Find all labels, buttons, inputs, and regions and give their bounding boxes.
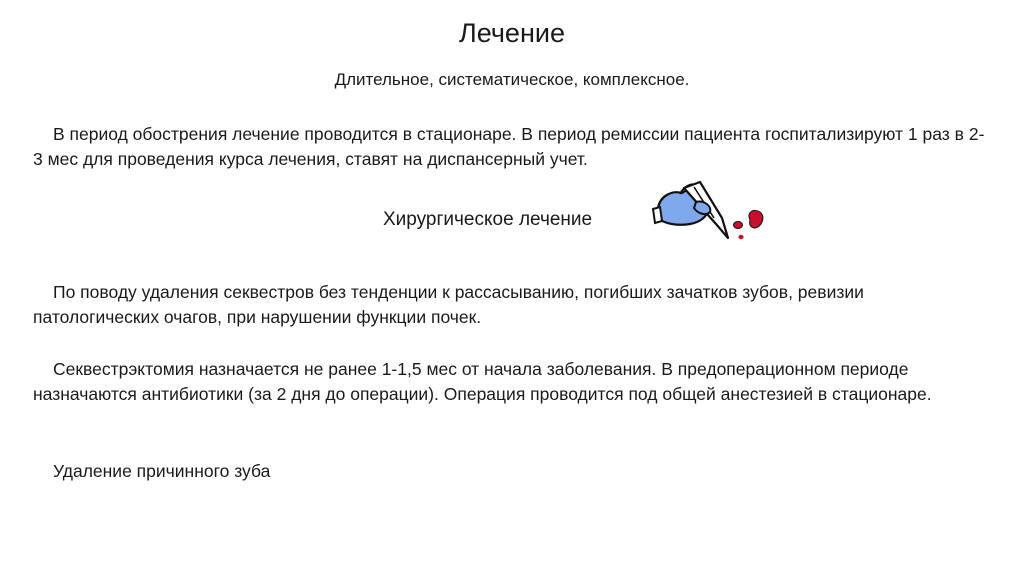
blood-drop-tiny [738, 235, 743, 239]
slide-subtitle: Длительное, систематическое, комплексное. [334, 70, 690, 89]
paragraph-sequestrectomy: Секвестрэктомия назначается не ранее 1-1,5 мес от начала заболевания. В предоперационном периоде назначаются антибиотики (за 2 дня до операции). Операция проводится под общей анестезией в стационаре. [33, 359, 932, 404]
blood-drop-small [734, 222, 743, 229]
paragraph-tooth-removal: Удаление причинного зуба [53, 461, 271, 481]
hand-scalpel-icon [650, 178, 775, 244]
slide-title: Лечение [459, 18, 565, 48]
paragraph-hospitalization: В период обострения лечение проводится в стационаре. В период ремиссии пациента госпитализируют 1 раз в 2-3 мес для проведения курса лечения, ставят на диспансерный учет. [33, 124, 985, 169]
paragraph-indications: По поводу удаления секвестров без тенденции к рассасыванию, погибших зачатков зубов, ревизии патологических очагов, при нарушении функции почек. [33, 282, 864, 327]
surgical-treatment-heading: Хирургическое лечение [383, 209, 593, 230]
blood-drop-large [749, 210, 763, 228]
glove-cuff [653, 207, 662, 223]
